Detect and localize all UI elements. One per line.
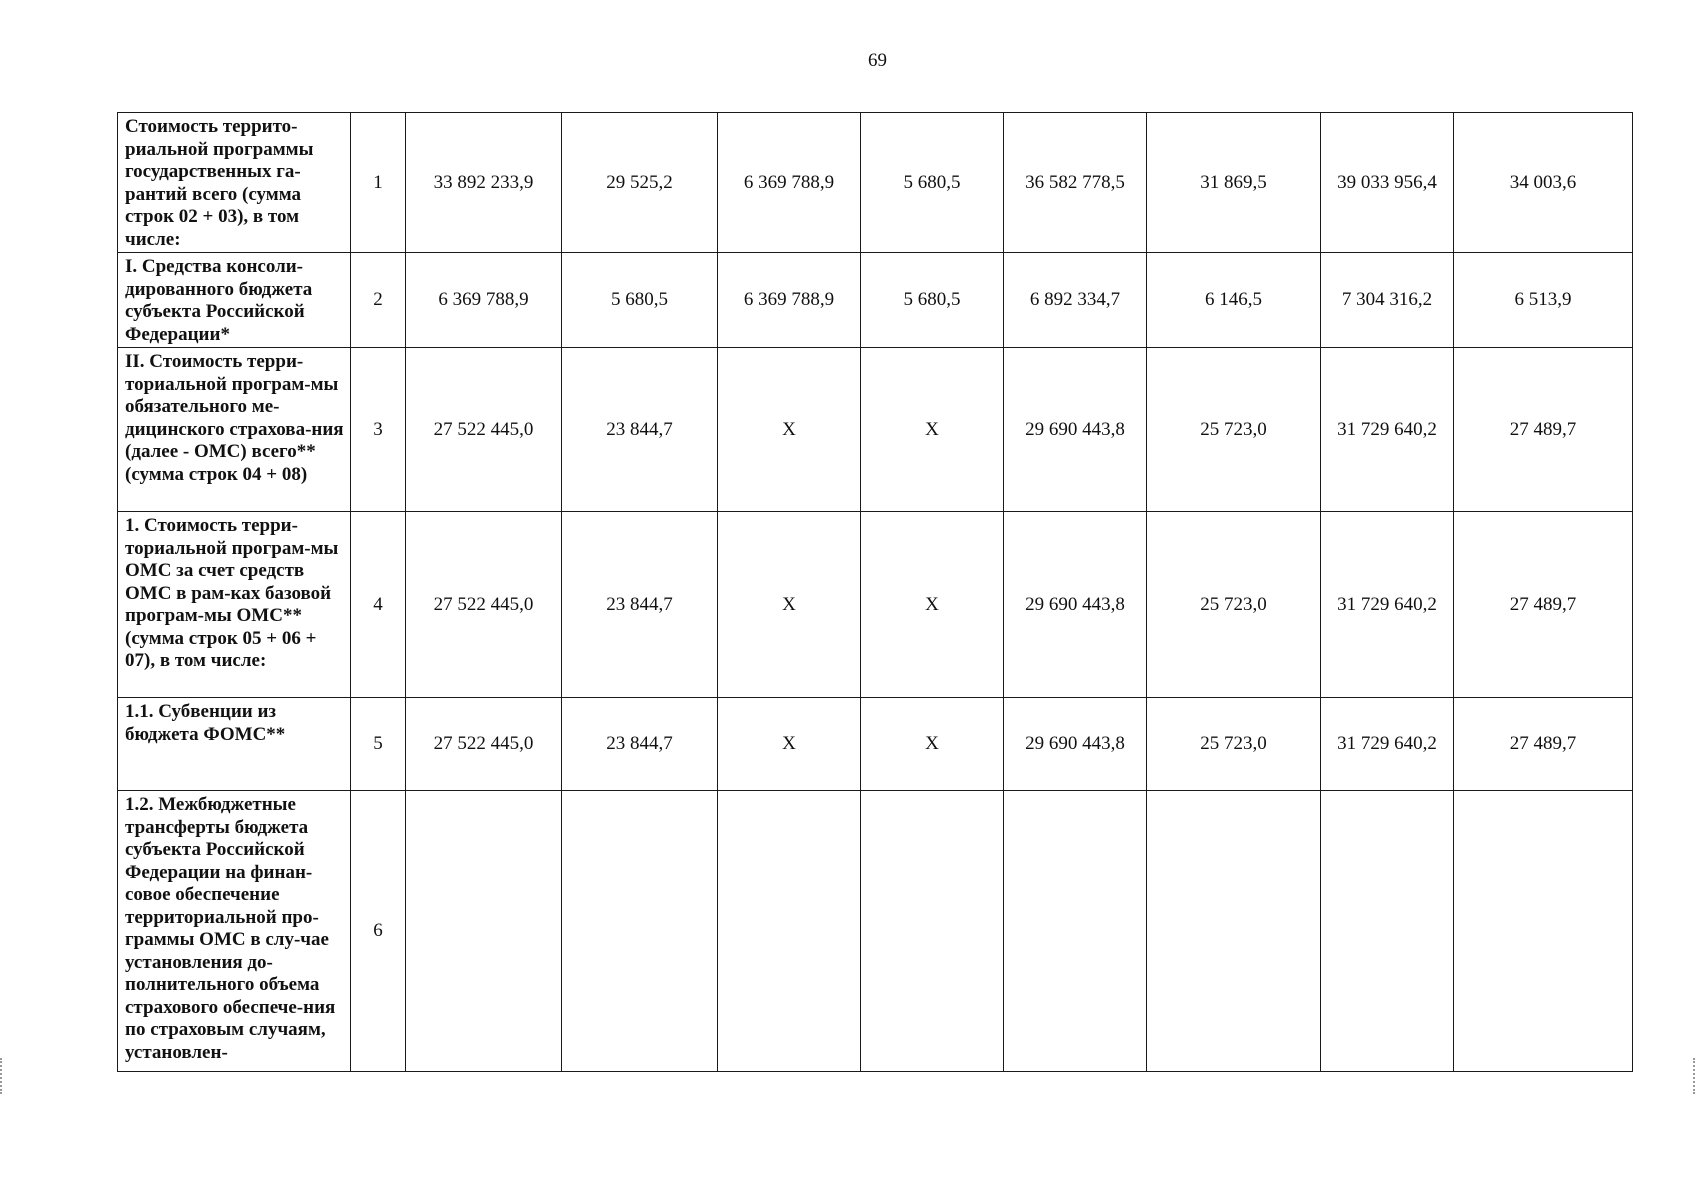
value-cell xyxy=(861,791,1004,1072)
value-cell: 27 522 445,0 xyxy=(406,348,562,512)
value-cell: 23 844,7 xyxy=(562,348,718,512)
value-cell xyxy=(1321,791,1454,1072)
value-cell xyxy=(1454,791,1633,1072)
table-row xyxy=(118,113,1633,253)
value-cell: 27 522 445,0 xyxy=(406,698,562,791)
value-cell: 25 723,0 xyxy=(1147,698,1321,791)
value-cell: X xyxy=(861,512,1004,698)
value-cell xyxy=(1004,791,1147,1072)
row-label: 1.2. Межбюджетные трансферты бюджета субъекта Российской Федерации на финан-совое обеспечение территориальной про-граммы ОМС в слу-чае установления до-полнительного объема страхового обеспече-ния по страховым случаям, установлен- xyxy=(118,791,351,1072)
value-cell: 25 723,0 xyxy=(1147,512,1321,698)
budget-table xyxy=(117,112,1633,1072)
value-cell: 36 582 778,5 xyxy=(1004,113,1147,253)
row-line-number: 3 xyxy=(351,348,406,512)
value-cell: 23 844,7 xyxy=(562,512,718,698)
value-cell: X xyxy=(861,698,1004,791)
value-cell: 34 003,6 xyxy=(1454,113,1633,253)
row-label: 1.1. Субвенции из бюджета ФОМС** xyxy=(118,698,351,791)
row-line-number: 5 xyxy=(351,698,406,791)
row-line-number: 6 xyxy=(351,791,406,1072)
row-label: I. Средства консоли-дированного бюджета субъекта Российской Федерации* xyxy=(118,253,351,348)
value-cell: 6 892 334,7 xyxy=(1004,253,1147,348)
scan-edge-mark-right xyxy=(1693,1058,1697,1094)
value-cell: 7 304 316,2 xyxy=(1321,253,1454,348)
value-cell: 31 869,5 xyxy=(1147,113,1321,253)
value-cell: 23 844,7 xyxy=(562,698,718,791)
value-cell: 5 680,5 xyxy=(861,253,1004,348)
value-cell: 6 513,9 xyxy=(1454,253,1633,348)
table-row xyxy=(118,253,1633,348)
row-label: Стоимость террито-риальной программы государственных га-рантий всего (сумма строк 02 + 03), в том числе: xyxy=(118,113,351,253)
value-cell: X xyxy=(861,348,1004,512)
value-cell: X xyxy=(718,512,861,698)
value-cell: 5 680,5 xyxy=(562,253,718,348)
value-cell: 29 690 443,8 xyxy=(1004,698,1147,791)
value-cell: 33 892 233,9 xyxy=(406,113,562,253)
value-cell xyxy=(1147,791,1321,1072)
value-cell: 6 369 788,9 xyxy=(718,253,861,348)
row-line-number: 2 xyxy=(351,253,406,348)
row-line-number: 4 xyxy=(351,512,406,698)
value-cell: 25 723,0 xyxy=(1147,348,1321,512)
value-cell xyxy=(406,791,562,1072)
row-label: 1. Стоимость терри-ториальной програм-мы ОМС за счет средств ОМС в рам-ках базовой програм-мы ОМС** (сумма строк 05 + 06 + 07), в том числе: xyxy=(118,512,351,698)
table-row xyxy=(118,512,1633,698)
row-line-number: 1 xyxy=(351,113,406,253)
row-label: II. Стоимость терри-ториальной програм-мы обязательного ме-дицинского страхова-ния (далее - ОМС) всего** (сумма строк 04 + 08) xyxy=(118,348,351,512)
value-cell: 29 690 443,8 xyxy=(1004,512,1147,698)
value-cell: X xyxy=(718,348,861,512)
value-cell: 6 369 788,9 xyxy=(718,113,861,253)
value-cell: 27 522 445,0 xyxy=(406,512,562,698)
value-cell: 31 729 640,2 xyxy=(1321,512,1454,698)
value-cell xyxy=(562,791,718,1072)
value-cell: 29 690 443,8 xyxy=(1004,348,1147,512)
value-cell xyxy=(718,791,861,1072)
table-row xyxy=(118,791,1633,1072)
table-row xyxy=(118,348,1633,512)
value-cell: 27 489,7 xyxy=(1454,698,1633,791)
value-cell: 39 033 956,4 xyxy=(1321,113,1454,253)
table-row xyxy=(118,698,1633,791)
value-cell: 27 489,7 xyxy=(1454,348,1633,512)
value-cell: 31 729 640,2 xyxy=(1321,348,1454,512)
scan-edge-mark-left xyxy=(0,1058,4,1094)
value-cell: 6 146,5 xyxy=(1147,253,1321,348)
value-cell: 29 525,2 xyxy=(562,113,718,253)
value-cell: X xyxy=(718,698,861,791)
value-cell: 27 489,7 xyxy=(1454,512,1633,698)
page-number: 69 xyxy=(868,50,887,71)
value-cell: 6 369 788,9 xyxy=(406,253,562,348)
value-cell: 31 729 640,2 xyxy=(1321,698,1454,791)
value-cell: 5 680,5 xyxy=(861,113,1004,253)
